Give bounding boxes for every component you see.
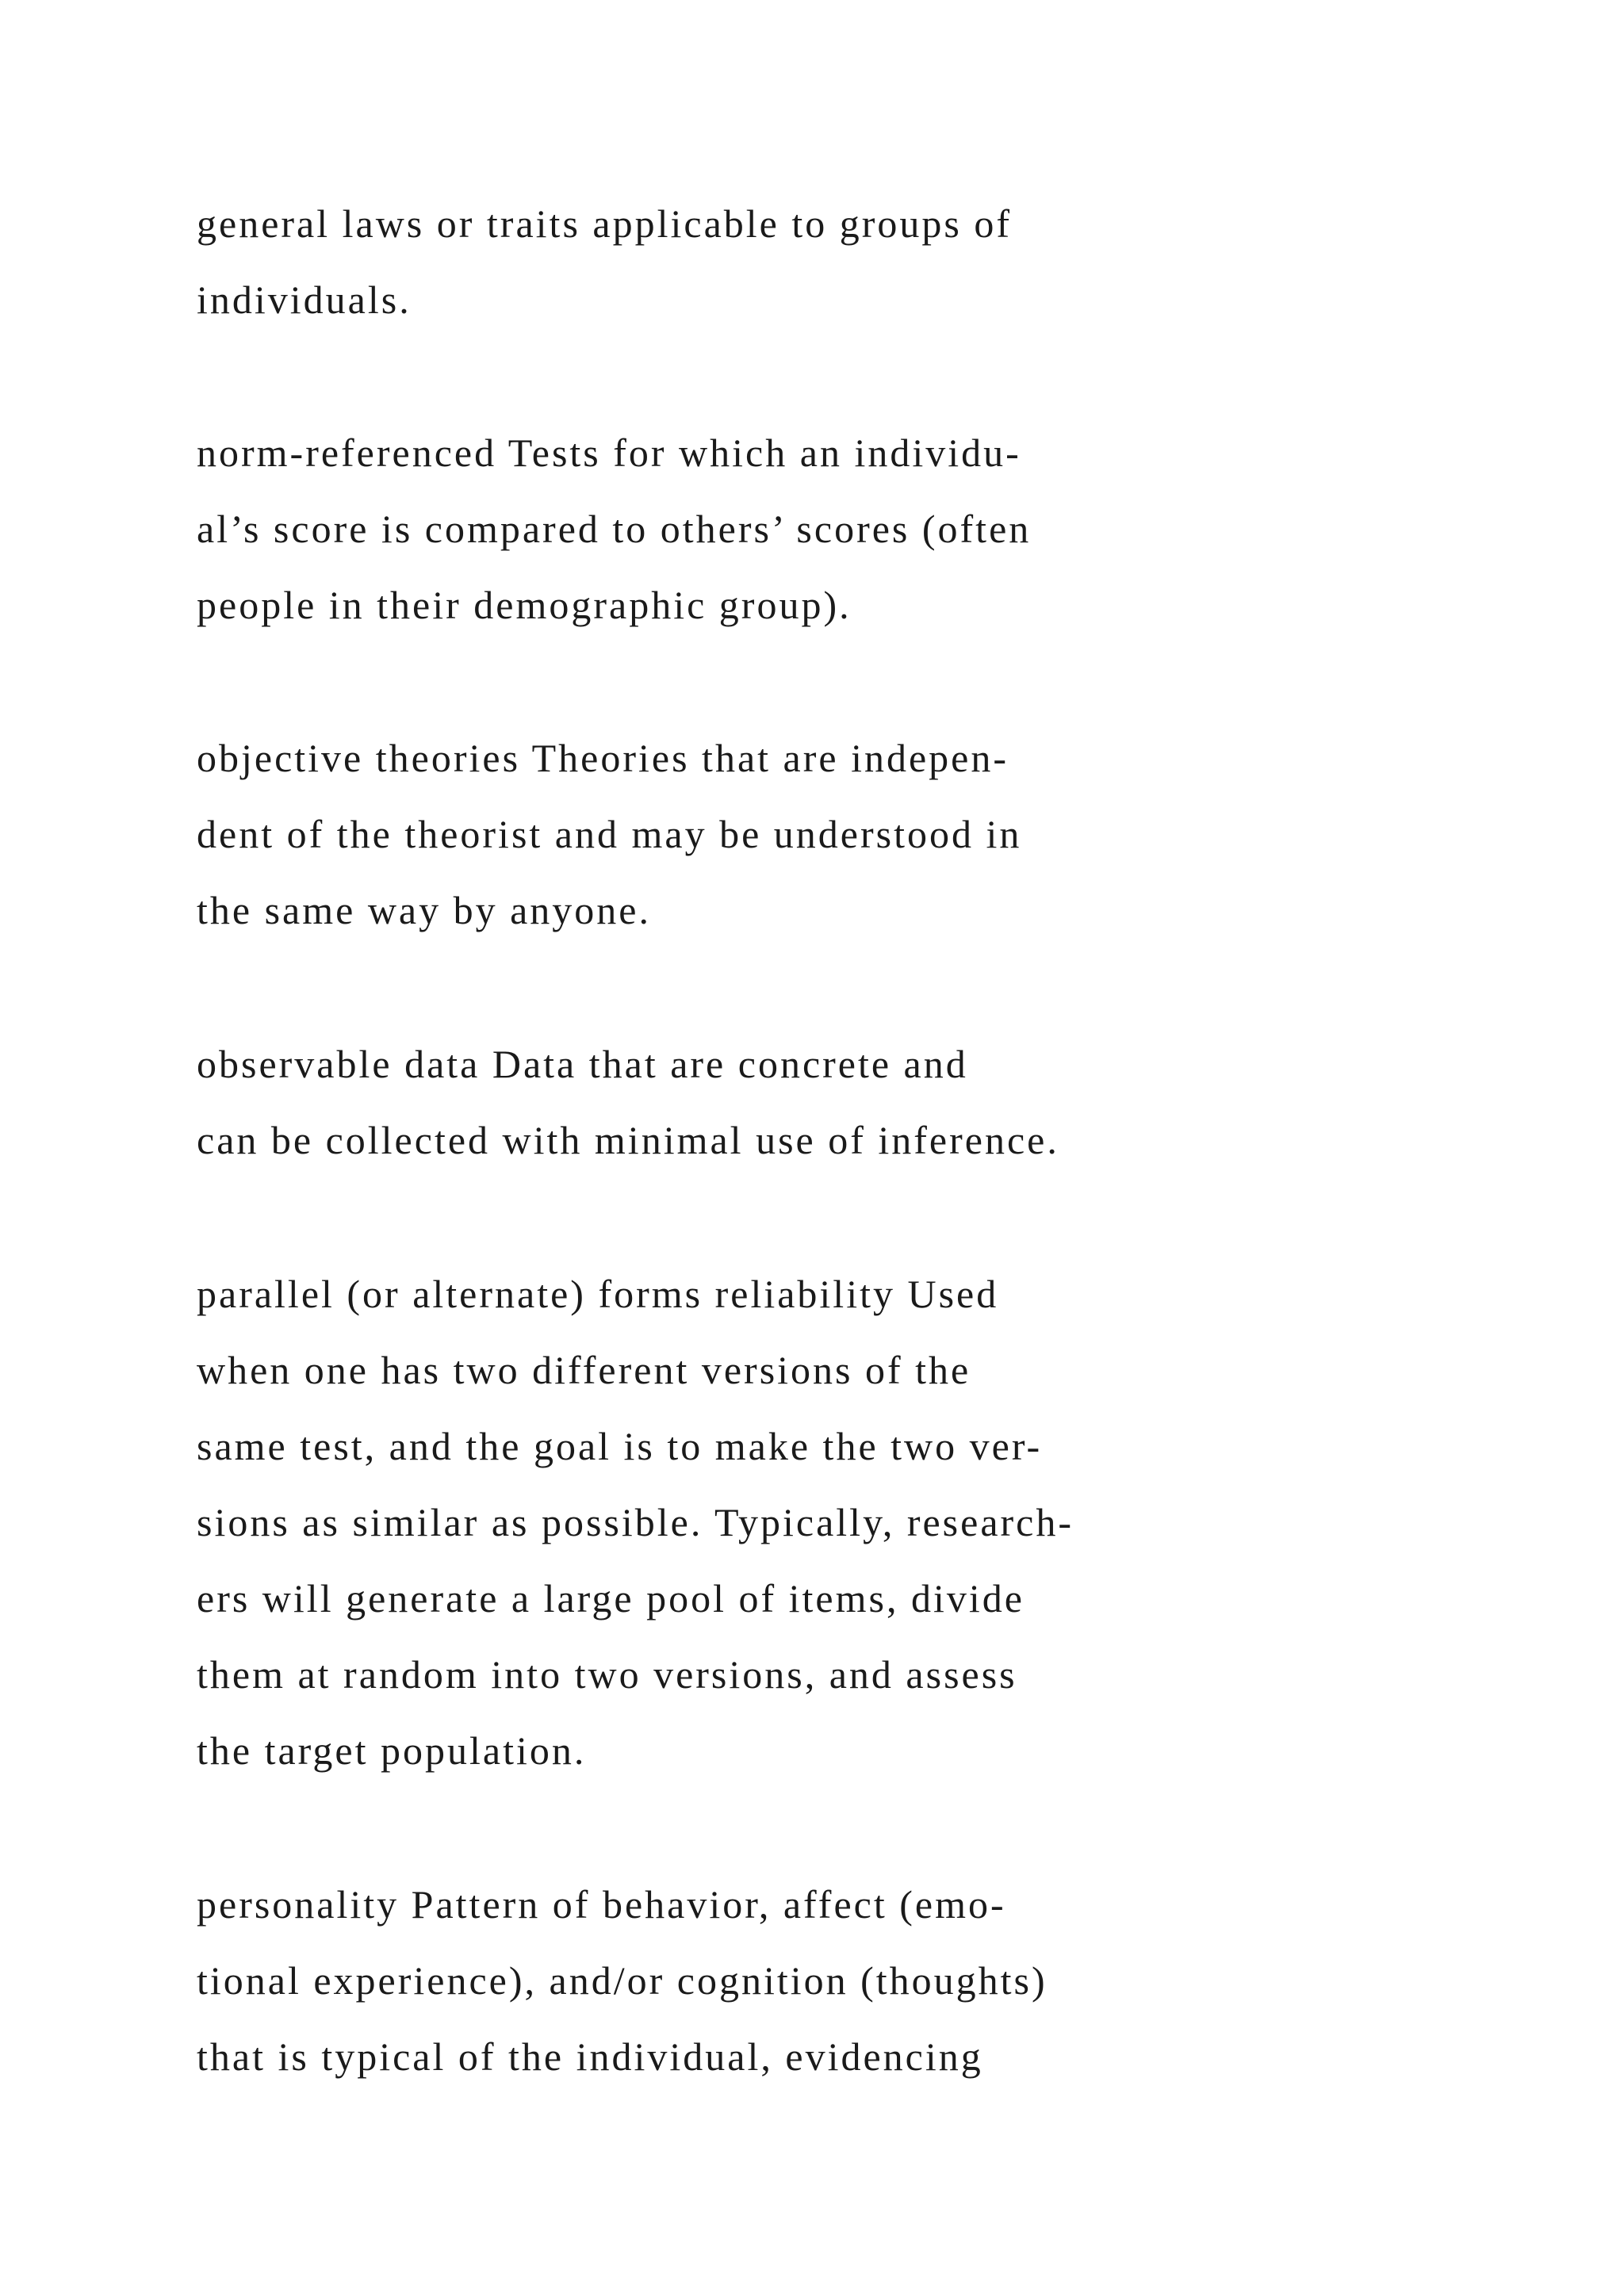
text-line: same test, and the goal is to make the two ver- bbox=[197, 1424, 1043, 1468]
glossary-entry-objective-theories bbox=[197, 720, 1386, 948]
text-line: al’s score is compared to others’ scores (often bbox=[197, 507, 1032, 551]
text-line: objective theories Theories that are indepen- bbox=[197, 736, 1009, 780]
text-line: can be collected with minimal use of inference. bbox=[197, 1118, 1059, 1162]
glossary-entry-parallel-forms-reliability bbox=[197, 1256, 1386, 1789]
text-line: sions as similar as possible. Typically, research- bbox=[197, 1500, 1074, 1544]
glossary-entry-personality bbox=[197, 1866, 1386, 2095]
text-line: people in their demographic group). bbox=[197, 583, 852, 627]
text-line: personality Pattern of behavior, affect (emo- bbox=[197, 1882, 1006, 1927]
glossary-entry-general-laws bbox=[197, 186, 1386, 338]
text-line: tional experience), and/or cognition (thoughts) bbox=[197, 1958, 1048, 2003]
text-line: general laws or traits applicable to groups of bbox=[197, 201, 1012, 246]
glossary-entry-norm-referenced bbox=[197, 415, 1386, 643]
text-line: the target population. bbox=[197, 1728, 587, 1773]
text-line: that is typical of the individual, evidencing bbox=[197, 2034, 983, 2079]
text-line: them at random into two versions, and assess bbox=[197, 1652, 1017, 1697]
text-line: individuals. bbox=[197, 277, 412, 322]
text-line: when one has two different versions of the bbox=[197, 1348, 971, 1392]
glossary-entry-observable-data bbox=[197, 1026, 1386, 1178]
text-line: the same way by anyone. bbox=[197, 888, 652, 932]
text-line: norm-referenced Tests for which an individu- bbox=[197, 430, 1021, 475]
text-line: observable data Data that are concrete and bbox=[197, 1042, 968, 1086]
text-line: parallel (or alternate) forms reliability Used bbox=[197, 1272, 999, 1316]
text-line: ers will generate a large pool of items, divide bbox=[197, 1576, 1025, 1621]
text-line: dent of the theorist and may be understood in bbox=[197, 812, 1022, 856]
